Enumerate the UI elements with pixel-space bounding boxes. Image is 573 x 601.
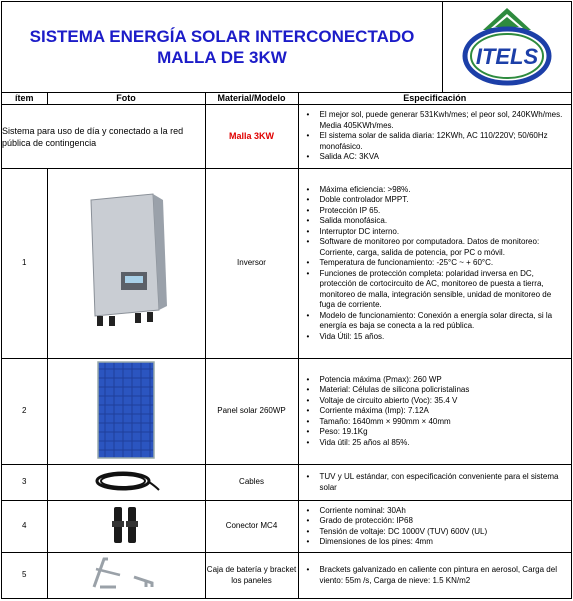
spec-item: • Interruptor DC interno. <box>320 227 568 238</box>
system-description: Sistema para uso de día y conectado a la red pública de contingencia <box>2 105 205 169</box>
item-number: 5 <box>2 553 47 599</box>
col-header-item: ítem <box>2 92 47 105</box>
brackets-image <box>47 553 205 599</box>
spec-item: • Protección IP 65. <box>320 206 568 217</box>
spec-item: • Salida monofásica. <box>320 216 568 227</box>
logo-cell <box>442 2 572 92</box>
item-specs <box>298 169 571 359</box>
table-header-row <box>2 92 571 105</box>
spec-sheet <box>1 1 572 599</box>
spec-item: • Modelo de funcionamiento: Conexión a energía solar directa, si la energía es baja se conecta a la red pública. <box>320 311 568 332</box>
item-model: Panel solar 260WP <box>205 359 298 465</box>
spec-item: • Doble controlador MPPT. <box>320 195 568 206</box>
mc4-connector-image <box>47 501 205 553</box>
spec-item: • Salida AC: 3KVA <box>320 152 568 163</box>
col-header-photo: Foto <box>47 92 205 105</box>
col-header-model: Material/Modelo <box>205 92 298 105</box>
item-number: 3 <box>2 465 47 501</box>
cables-image <box>47 465 205 501</box>
item-specs <box>298 501 571 553</box>
item-specs <box>298 359 571 465</box>
spec-item: • Brackets galvanizado en caliente con pintura en aerosol, Carga del viento: 55m /s, Carga de nieve: 1.5 KN/m2 <box>320 565 568 586</box>
spec-item: • Peso: 19.1Kg <box>320 427 568 438</box>
item-model: Inversor <box>205 169 298 359</box>
itels-logo <box>443 2 572 92</box>
table-row <box>2 169 571 359</box>
page-title <box>2 26 442 68</box>
header <box>2 2 571 93</box>
table-row <box>2 465 571 501</box>
solar-panel-image <box>47 359 205 465</box>
table-row-system <box>2 105 571 169</box>
spec-item: • Vida útil: 25 años al 85%. <box>320 438 568 449</box>
system-model: Malla 3KW <box>205 105 298 169</box>
spec-item: • TUV y UL estándar, con especificación conveniente para el sistema solar <box>320 472 568 493</box>
item-specs <box>298 465 571 501</box>
spec-item: • El sistema solar de salida diaria: 12KWh, AC 110/220V; 50/60Hz monofásico. <box>320 131 568 152</box>
spec-item: • Corriente nominal: 30Ah <box>320 506 568 517</box>
item-model: Conector MC4 <box>205 501 298 553</box>
spec-table <box>2 92 571 599</box>
system-specs <box>298 105 571 169</box>
logo-text: ITELS <box>475 44 539 69</box>
table-row <box>2 501 571 553</box>
spec-item: • Software de monitoreo por computadora. Datos de monitoreo: Corriente, carga, salida de potencia, por PC o móvil. <box>320 237 568 258</box>
spec-item: • Vida Útil: 15 años. <box>320 332 568 343</box>
spec-item: • Corriente máxima (Imp): 7.12A <box>320 406 568 417</box>
table-row <box>2 359 571 465</box>
spec-item: • Temperatura de funcionamiento: -25°C ~ + 60°C. <box>320 258 568 269</box>
item-model: Caja de batería y bracket los paneles <box>205 553 298 599</box>
item-model: Cables <box>205 465 298 501</box>
title-line-2: MALLA DE 3KW <box>157 48 287 67</box>
spec-item: • Dimensiones de los pines: 4mm <box>320 537 568 548</box>
spec-item: • Máxima eficiencia: >98%. <box>320 185 568 196</box>
spec-item: • Grado de protección: IP68 <box>320 516 568 527</box>
spec-item: • Tamaño: 1640mm × 990mm × 40mm <box>320 417 568 428</box>
inverter-image <box>47 169 205 359</box>
item-number: 2 <box>2 359 47 465</box>
table-row <box>2 553 571 599</box>
item-number: 4 <box>2 501 47 553</box>
spec-item: • Funciones de protección completa: polaridad inversa en DC, protección de cortocircuito de AC, monitoreo de puesta a tierra, monitoreo de malla, integración sensible, unidad de monitoreo de fuga de corriente. <box>320 269 568 311</box>
item-number: 1 <box>2 169 47 359</box>
spec-item: • Tensión de voltaje: DC 1000V (TUV) 600V (UL) <box>320 527 568 538</box>
spec-item: • Potencia máxima (Pmax): 260 WP <box>320 375 568 386</box>
col-header-spec: Especificación <box>298 92 571 105</box>
spec-item: • El mejor sol, puede generar 531Kwh/mes; el peor sol, 240KWh/mes. Media 405KWh/mes. <box>320 110 568 131</box>
spec-item: • Material: Células de silicona policristalinas <box>320 385 568 396</box>
title-line-1: SISTEMA ENERGÍA SOLAR INTERCONECTADO <box>29 27 415 46</box>
spec-item: • Voltaje de circuito abierto (Voc): 35.4 V <box>320 396 568 407</box>
item-specs <box>298 553 571 599</box>
